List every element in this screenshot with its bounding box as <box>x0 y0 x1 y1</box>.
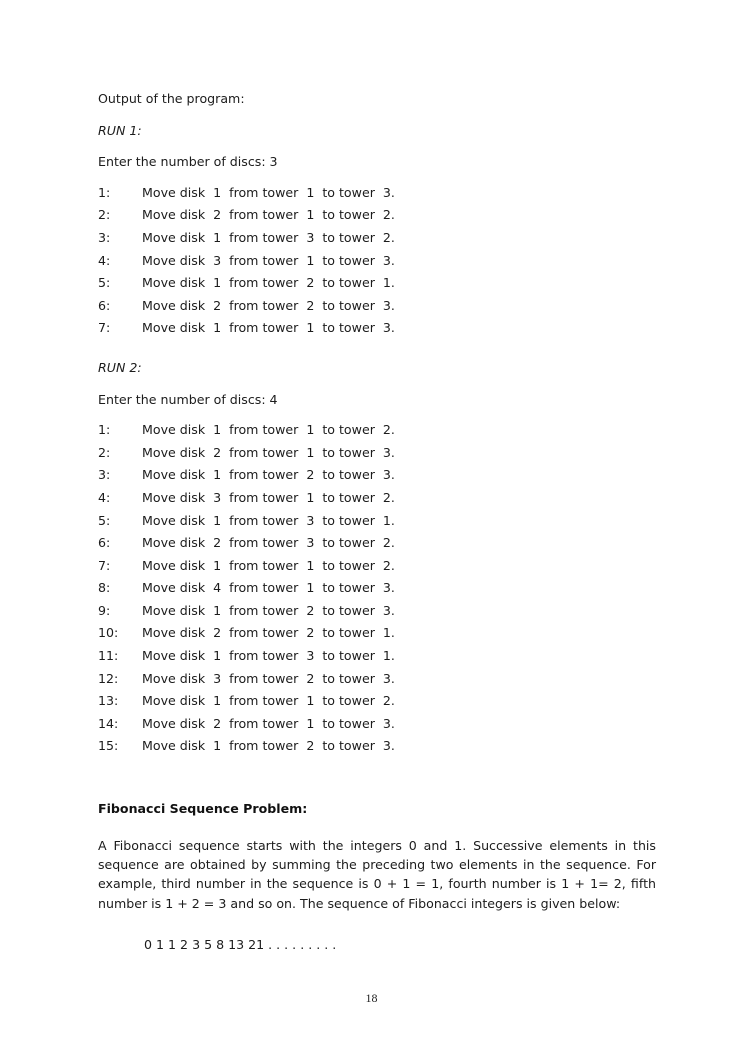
section-spacer <box>98 758 656 798</box>
table-row <box>98 668 656 691</box>
move-text: Move disk 3 from tower 2 to tower 3. <box>142 670 395 686</box>
run-label-1: RUN 1: <box>98 122 142 138</box>
table-row <box>98 204 656 227</box>
move-text: Move disk 2 from tower 3 to tower 2. <box>142 535 395 551</box>
table-row <box>98 645 656 668</box>
move-list-1 <box>98 182 656 340</box>
section-spacer <box>98 340 656 357</box>
move-index: 5: <box>98 512 111 528</box>
move-index: 9: <box>98 602 111 618</box>
move-text: Move disk 2 from tower 1 to tower 2. <box>142 207 395 223</box>
table-row <box>98 272 656 295</box>
fibonacci-sequence: 0 1 1 2 3 5 8 13 21 . . . . . . . . . <box>144 936 337 952</box>
move-index: 3: <box>98 467 111 483</box>
page-title: Fibonacci Sequence Problem: <box>98 801 308 817</box>
table-row <box>98 317 656 340</box>
table-row <box>98 250 656 273</box>
move-index: 10: <box>98 625 119 641</box>
move-index: 1: <box>98 422 111 438</box>
move-text: Move disk 2 from tower 1 to tower 3. <box>142 444 395 460</box>
move-index: 12: <box>98 670 119 686</box>
move-text: Move disk 1 from tower 3 to tower 1. <box>142 648 395 664</box>
move-text: Move disk 4 from tower 1 to tower 3. <box>142 580 395 596</box>
table-row <box>98 600 656 623</box>
table-row <box>98 295 656 318</box>
run-block-1 <box>98 120 656 340</box>
move-list-2 <box>98 419 656 758</box>
move-text: Move disk 3 from tower 1 to tower 3. <box>142 252 395 268</box>
move-index: 7: <box>98 557 111 573</box>
table-row <box>98 555 656 578</box>
move-index: 2: <box>98 444 111 460</box>
table-row <box>98 622 656 645</box>
move-index: 3: <box>98 229 111 245</box>
move-text: Move disk 1 from tower 1 to tower 2. <box>142 693 395 709</box>
move-text: Move disk 1 from tower 3 to tower 2. <box>142 229 395 245</box>
page-content <box>98 88 656 956</box>
move-index: 4: <box>98 489 111 505</box>
move-index: 14: <box>98 715 119 731</box>
move-text: Move disk 1 from tower 3 to tower 1. <box>142 512 395 528</box>
table-row <box>98 182 656 205</box>
move-index: 11: <box>98 648 119 664</box>
table-row <box>98 510 656 533</box>
move-text: Move disk 1 from tower 1 to tower 3. <box>142 184 395 200</box>
move-index: 5: <box>98 275 111 291</box>
run-block-2 <box>98 357 656 758</box>
table-row <box>98 532 656 555</box>
move-index: 15: <box>98 738 119 754</box>
table-row <box>98 713 656 736</box>
table-row <box>98 487 656 510</box>
move-text: Move disk 1 from tower 1 to tower 2. <box>142 557 395 573</box>
move-text: Move disk 1 from tower 1 to tower 3. <box>142 320 395 336</box>
move-text: Move disk 3 from tower 1 to tower 2. <box>142 489 395 505</box>
table-row <box>98 735 656 758</box>
table-row <box>98 442 656 465</box>
move-text: Move disk 2 from tower 1 to tower 3. <box>142 715 395 731</box>
move-index: 1: <box>98 184 111 200</box>
move-index: 13: <box>98 693 119 709</box>
fibonacci-section <box>98 798 656 956</box>
table-row <box>98 419 656 442</box>
run-prompt-1: Enter the number of discs: 3 <box>98 154 278 170</box>
table-row <box>98 577 656 600</box>
move-index: 8: <box>98 580 111 596</box>
move-index: 6: <box>98 535 111 551</box>
page-number: 18 <box>365 991 378 1005</box>
fibonacci-paragraph: A Fibonacci sequence starts with the integers 0 and 1. Successive elements in this sequence are obtained by summing the preceding two elements in the sequence. For example, third number in the sequence is 0 + 1 = 1, fourth number is 1 + 1= 2, fifth number is 1 + 2 = 3 and so on. The sequence of Fibonacci integers is given below: <box>98 837 656 911</box>
move-text: Move disk 2 from tower 2 to tower 1. <box>142 625 395 641</box>
table-row <box>98 690 656 713</box>
table-row <box>98 227 656 250</box>
run-prompt-2: Enter the number of discs: 4 <box>98 391 278 407</box>
move-index: 6: <box>98 297 111 313</box>
move-text: Move disk 2 from tower 2 to tower 3. <box>142 297 395 313</box>
move-text: Move disk 1 from tower 2 to tower 3. <box>142 738 395 754</box>
move-text: Move disk 1 from tower 2 to tower 3. <box>142 602 395 618</box>
output-intro-line: Output of the program: <box>98 91 245 106</box>
run-label-2: RUN 2: <box>98 359 142 375</box>
move-text: Move disk 1 from tower 2 to tower 3. <box>142 467 395 483</box>
move-text: Move disk 1 from tower 2 to tower 1. <box>142 275 395 291</box>
move-index: 7: <box>98 320 111 336</box>
move-index: 4: <box>98 252 111 268</box>
move-text: Move disk 1 from tower 1 to tower 2. <box>142 422 395 438</box>
table-row <box>98 464 656 487</box>
move-index: 2: <box>98 207 111 223</box>
